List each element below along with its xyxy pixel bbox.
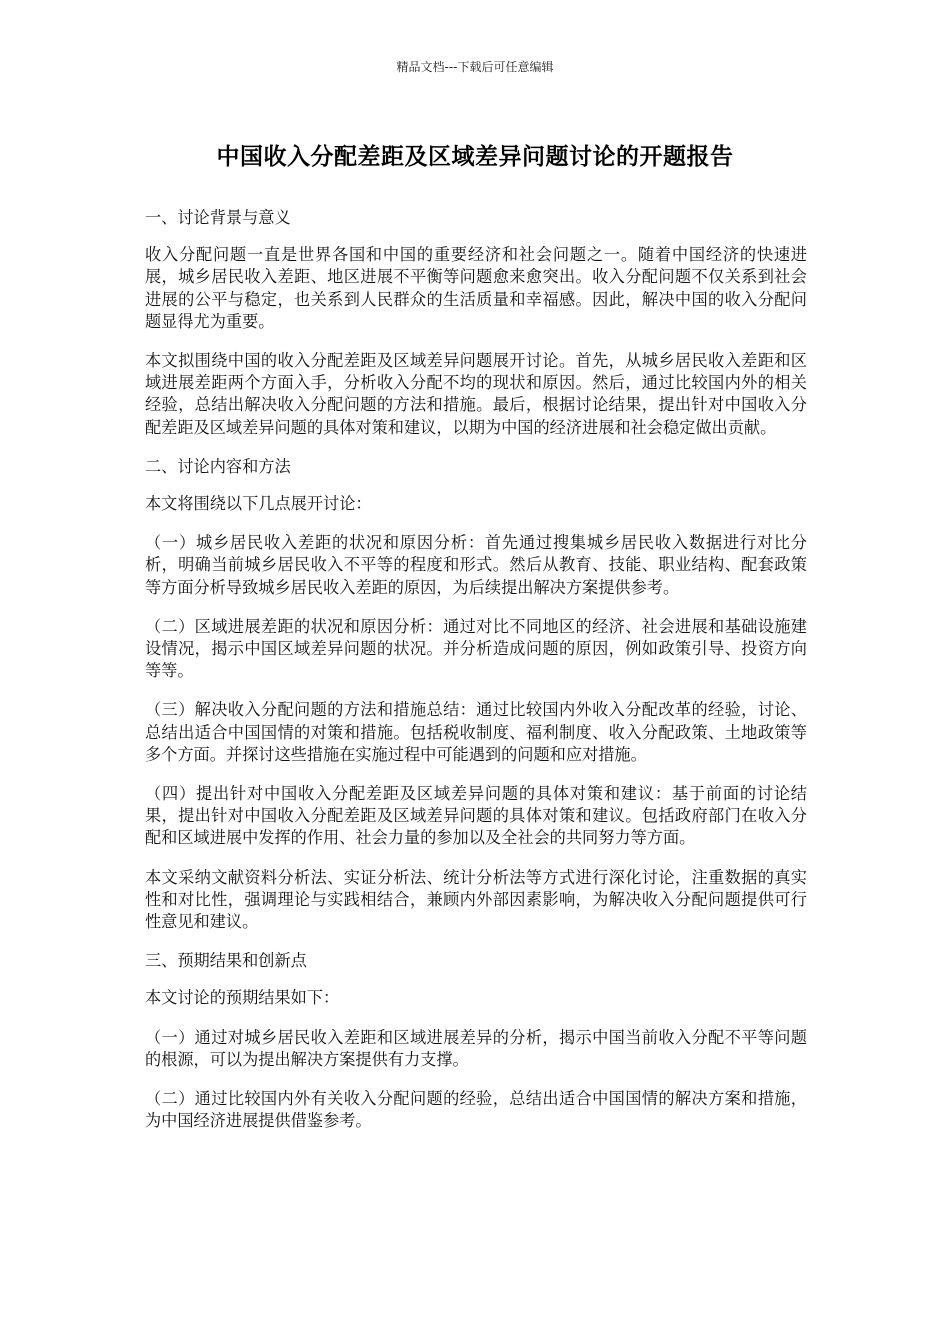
paragraph: 收入分配问题一直是世界各国和中国的重要经济和社会问题之一。随着中国经济的快速进展，城乡居民收入差距、地区进展不平衡等问题愈来愈突出。收入分配问题不仅关系到社会进展的公平与稳定，也关系到人民群众的生活质量和幸福感。因此，解决中国的收入分配问题显得尤为重要。 — [145, 245, 807, 331]
section-heading-expected-results: 三、预期结果和创新点 — [145, 951, 307, 971]
list-item: （一）城乡居民收入差距的状况和原因分析：首先通过搜集城乡居民收入数据进行对比分析，明确当前城乡居民收入不平等的程度和形式。然后从教育、技能、职业结构、配套政策等方面分析导致城乡居民收入差距的原因，为后续提出解决方案提供参考。 — [145, 533, 807, 597]
paragraph: 本文采纳文献资料分析法、实证分析法、统计分析法等方式进行深化讨论，注重数据的真实性和对比性，强调理论与实践相结合，兼顾内外部因素影响，为解决收入分配问题提供可行性意见和建议。 — [145, 867, 807, 932]
section-heading-content-methods: 二、讨论内容和方法 — [145, 456, 291, 476]
list-item: （一）通过对城乡居民收入差距和区域进展差异的分析，揭示中国当前收入分配不平等问题的根源，可以为提出解决方案提供有力支撑。 — [145, 1027, 807, 1069]
section-heading-background: 一、讨论背景与意义 — [145, 208, 291, 227]
paragraph: 本文将围绕以下几点展开讨论： — [145, 494, 372, 514]
list-item: （二）通过比较国内外有关收入分配问题的经验，总结出适合中国国情的解决方案和措施，为中国经济进展提供借鉴参考。 — [145, 1089, 807, 1131]
list-item: （四）提出针对中国收入分配差距及区域差异问题的具体对策和建议：基于前面的讨论结果，提出针对中国收入分配差距及区域差异问题的具体对策和建议。包括政府部门在收入分配和区域进展中发挥的作用、社会力量的参加以及全社会的共同努力等方面。 — [145, 784, 807, 848]
document-body — [145, 207, 807, 1150]
paragraph: 本文讨论的预期结果如下： — [145, 988, 340, 1008]
paragraph: 本文拟围绕中国的收入分配差距及区域差异问题展开讨论。首先，从城乡居民收入差距和区域进展差距两个方面入手，分析收入分配不均的现状和原因。然后，通过比较国内外的相关经验，总结出解决收入分配问题的方法和措施。最后，根据讨论结果，提出针对中国收入分配差距及区域差异问题的具体对策和建议，以期为中国的经济进展和社会稳定做出贡献。 — [145, 351, 807, 437]
document-title: 中国收入分配差距及区域差异问题讨论的开题报告 — [216, 144, 734, 170]
list-item: （二）区域进展差距的状况和原因分析：通过对比不同地区的经济、社会进展和基础设施建设情况，揭示中国区域差异问题的状况。并分析造成问题的原因，例如政策引导、投资方向等等。 — [145, 616, 807, 681]
page-header: 精品文档---下载后可任意编辑 — [396, 60, 554, 74]
list-item: （三）解决收入分配问题的方法和措施总结：通过比较国内外收入分配改革的经验，讨论、总结出适合中国国情的对策和措施。包括税收制度、福利制度、收入分配政策、土地政策等多个方面。并探讨这些措施在实施过程中可能遇到的问题和应对措施。 — [145, 700, 807, 764]
